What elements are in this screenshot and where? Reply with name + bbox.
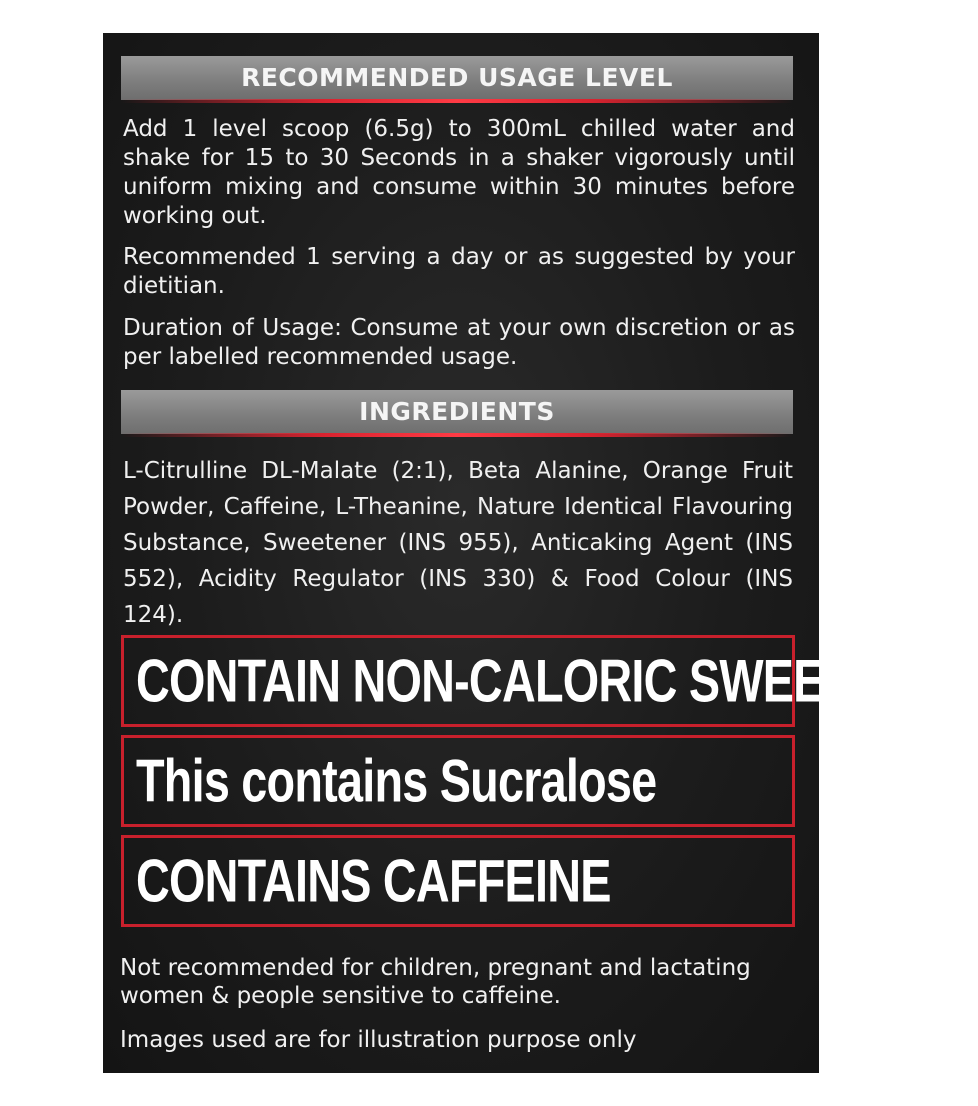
sweetener-warning-box (121, 635, 978, 727)
sucralose-warning-text: This contains Sucralose (136, 747, 657, 815)
serving-recommendation: Recommended 1 serving a day or as suggested by your dietitian. (123, 244, 795, 299)
sucralose-warning-box (121, 735, 795, 827)
caffeine-warning-box (121, 835, 795, 927)
usage-heading: RECOMMENDED USAGE LEVEL (121, 56, 793, 100)
ingredients-heading: INGREDIENTS (121, 390, 793, 434)
duration-of-usage: Duration of Usage: Consume at your own discretion or as per labelled recommended usage. (123, 315, 795, 370)
illustration-disclaimer: Images used are for illustration purpose only (120, 1027, 637, 1053)
sweetener-warning-text: CONTAIN NON-CALORIC SWEETENER (136, 647, 978, 715)
usage-instructions: Add 1 level scoop (6.5g) to 300mL chilled water and shake for 15 to 30 Seconds in a shaker vigorously until uniform mixing and consume within 30 minutes before working out. (123, 116, 795, 229)
caffeine-warning-text: CONTAINS CAFFEINE (136, 847, 611, 915)
ingredients-list: L-Citrulline DL-Malate (2:1), Beta Alanine, Orange Fruit Powder, Caffeine, L-Theanine, Nature Identical Flavouring Substance, Sweetener (INS 955), Anticaking Agent (INS 552), Acidity Regulator (INS 330) & Food Colour (INS 124). (123, 458, 793, 628)
label-panel (103, 33, 978, 1073)
caution-note: Not recommended for children, pregnant and lactating women & people sensitive to caffeine. (120, 955, 751, 1009)
